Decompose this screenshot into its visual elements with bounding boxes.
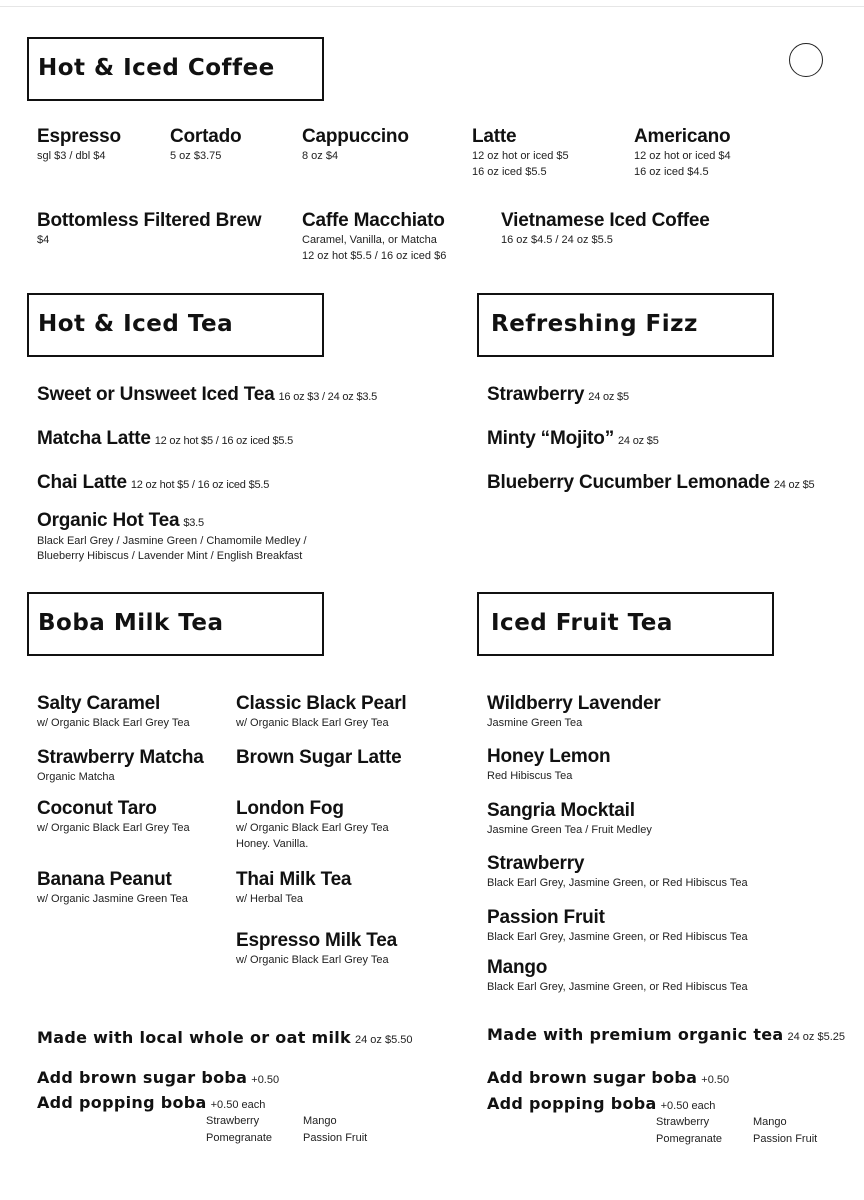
menu-item-wildberry-lavender: [487, 693, 661, 731]
menu-item-fizz-mojito: [487, 428, 659, 452]
item-name: Wildberry Lavender: [487, 693, 661, 714]
item-desc: Black Earl Grey, Jasmine Green, or Red Hibiscus Tea: [487, 877, 748, 889]
flavor-option: Passion Fruit: [753, 1133, 818, 1145]
item-desc: Jasmine Green Tea / Fruit Medley: [487, 824, 652, 836]
item-price: 12 oz hot $5.5 / 16 oz iced $6: [302, 250, 447, 262]
menu-item-fizz-strawberry: [487, 384, 629, 408]
base-price: 24 oz $5.25: [787, 1031, 846, 1043]
fruit-addon-brown-sugar: [487, 1068, 729, 1090]
addon-label: Add brown sugar boba: [37, 1068, 248, 1087]
menu-item-classic-black-pearl: [236, 693, 406, 731]
addon-label: Add brown sugar boba: [487, 1068, 698, 1087]
boba-base-note: [37, 1028, 413, 1050]
circle-icon: [789, 43, 823, 77]
addon-label: Add popping boba: [37, 1093, 207, 1112]
menu-item-cortado: [170, 126, 241, 164]
fizz-section-header: [477, 293, 774, 357]
item-desc: w/ Organic Black Earl Grey Tea: [37, 822, 190, 834]
addon-price: +0.50: [701, 1074, 730, 1086]
item-price: 24 oz $5: [588, 391, 629, 403]
tea-section-title: Hot & Iced Tea: [38, 311, 234, 337]
item-desc: Organic Matcha: [37, 771, 115, 783]
fruit-section-title: Iced Fruit Tea: [491, 610, 673, 636]
menu-item-thai-milk-tea: [236, 869, 351, 907]
menu-item-espresso-milk-tea: [236, 930, 397, 968]
item-desc: w/ Organic Black Earl Grey Tea: [236, 822, 389, 834]
item-name: London Fog: [236, 798, 344, 819]
item-name: Sweet or Unsweet Iced Tea: [37, 384, 275, 405]
item-name: Bottomless Filtered Brew: [37, 210, 262, 231]
menu-item-chai-latte: [37, 472, 269, 496]
menu-item-coconut-taro: [37, 798, 190, 836]
boba-addon-brown-sugar: [37, 1068, 279, 1090]
item-name: Salty Caramel: [37, 693, 161, 714]
base-label: Made with premium organic tea: [487, 1025, 784, 1044]
menu-item-strawberry-matcha: [37, 747, 204, 785]
addon-price: +0.50: [251, 1074, 280, 1086]
item-price: 8 oz $4: [302, 150, 339, 162]
item-price: 12 oz hot $5 / 16 oz iced $5.5: [154, 435, 294, 447]
item-name: Blueberry Cucumber Lemonade: [487, 472, 770, 493]
item-price: 16 oz $4.5 / 24 oz $5.5: [501, 234, 613, 246]
base-label: Made with local whole or oat milk: [37, 1028, 351, 1047]
menu-item-filtered-brew: [37, 210, 261, 248]
menu-item-matcha-latte: [37, 428, 293, 452]
menu-item-fruit-mango: [487, 957, 748, 995]
item-name: Organic Hot Tea: [37, 510, 180, 531]
item-name: Classic Black Pearl: [236, 693, 407, 714]
item-name: Americano: [634, 126, 731, 147]
addon-price: +0.50 each: [210, 1099, 266, 1111]
item-price: 16 oz iced $5.5: [472, 166, 547, 178]
boba-section-title: Boba Milk Tea: [38, 610, 224, 636]
menu-item-salty-caramel: [37, 693, 190, 731]
item-desc: Jasmine Green Tea: [487, 717, 583, 729]
item-price: 16 oz iced $4.5: [634, 166, 709, 178]
item-name: Espresso: [37, 126, 121, 147]
flavor-option: Pomegranate: [206, 1132, 273, 1144]
item-price: 24 oz $5: [618, 435, 659, 447]
menu-item-banana-peanut: [37, 869, 188, 907]
menu-item-caffe-macchiato: [302, 210, 446, 264]
item-name: Strawberry Matcha: [37, 747, 204, 768]
fruit-base-note: [487, 1025, 845, 1047]
item-name: Vietnamese Iced Coffee: [501, 210, 710, 231]
top-divider: [0, 6, 864, 7]
menu-item-espresso: [37, 126, 121, 164]
item-desc: Black Earl Grey, Jasmine Green, or Red Hibiscus Tea: [487, 931, 748, 943]
menu-item-passion-fruit: [487, 907, 748, 945]
item-price: 12 oz hot $5 / 16 oz iced $5.5: [130, 479, 270, 491]
item-name: Strawberry: [487, 384, 585, 405]
item-name: Strawberry: [487, 853, 585, 874]
item-name: Thai Milk Tea: [236, 869, 352, 890]
item-name: Passion Fruit: [487, 907, 605, 928]
item-price: 5 oz $3.75: [170, 150, 222, 162]
item-price: 24 oz $5: [773, 479, 815, 491]
menu-item-brown-sugar-latte: [236, 747, 402, 769]
item-name: Minty “Mojito”: [487, 428, 615, 449]
item-name: Brown Sugar Latte: [236, 747, 402, 768]
item-desc: Caramel, Vanilla, or Matcha: [302, 234, 437, 246]
item-name: Caffe Macchiato: [302, 210, 445, 231]
item-name: Coconut Taro: [37, 798, 157, 819]
menu-item-honey-lemon: [487, 746, 610, 784]
item-price: $4: [37, 234, 50, 246]
item-desc: w/ Organic Black Earl Grey Tea: [37, 717, 190, 729]
menu-item-sangria-mocktail: [487, 800, 652, 838]
item-name: Cappuccino: [302, 126, 409, 147]
coffee-section-header: [27, 37, 324, 101]
item-name: Latte: [472, 126, 517, 147]
base-price: 24 oz $5.50: [355, 1034, 413, 1046]
menu-item-vietnamese-iced-coffee: [501, 210, 710, 248]
item-price: 12 oz hot or iced $5: [472, 150, 569, 162]
item-desc: w/ Herbal Tea: [236, 893, 304, 905]
boba-section-header: [27, 592, 324, 656]
item-name: Espresso Milk Tea: [236, 930, 397, 951]
menu-item-sweet-iced-tea: [37, 384, 377, 408]
fizz-section-title: Refreshing Fizz: [491, 311, 698, 337]
menu-item-americano: [634, 126, 731, 180]
menu-item-latte: [472, 126, 569, 180]
flavor-option: Pomegranate: [656, 1133, 723, 1145]
item-desc: w/ Organic Black Earl Grey Tea: [236, 954, 389, 966]
item-desc: w/ Organic Jasmine Green Tea: [37, 893, 188, 905]
item-name: Sangria Mocktail: [487, 800, 635, 821]
item-desc: Black Earl Grey / Jasmine Green / Chamomile Medley /: [37, 535, 307, 547]
flavor-option: Passion Fruit: [303, 1132, 368, 1144]
item-desc: Honey. Vanilla.: [236, 838, 309, 850]
item-name: Honey Lemon: [487, 746, 611, 767]
item-desc: Red Hibiscus Tea: [487, 770, 573, 782]
item-price: 16 oz $3 / 24 oz $3.5: [278, 391, 378, 403]
tea-section-header: [27, 293, 324, 357]
menu-item-fizz-lemonade: [487, 472, 814, 496]
item-name: Mango: [487, 957, 548, 978]
flavor-option: Strawberry: [656, 1116, 710, 1128]
item-name: Banana Peanut: [37, 869, 172, 890]
item-desc: Black Earl Grey, Jasmine Green, or Red Hibiscus Tea: [487, 981, 748, 993]
item-desc: w/ Organic Black Earl Grey Tea: [236, 717, 389, 729]
menu-item-london-fog: [236, 798, 389, 852]
flavor-option: Mango: [753, 1116, 787, 1128]
fruit-section-header: [477, 592, 774, 656]
menu-item-organic-hot-tea: [37, 510, 307, 564]
menu-item-cappuccino: [302, 126, 409, 164]
item-desc: Blueberry Hibiscus / Lavender Mint / English Breakfast: [37, 550, 303, 562]
item-price: 12 oz hot or iced $4: [634, 150, 731, 162]
menu-item-fruit-strawberry: [487, 853, 748, 891]
boba-addon-popping: [37, 1093, 265, 1115]
addon-label: Add popping boba: [487, 1094, 657, 1113]
item-price: $3.5: [183, 517, 204, 529]
flavor-option: Mango: [303, 1115, 337, 1127]
item-name: Cortado: [170, 126, 242, 147]
item-price: sgl $3 / dbl $4: [37, 150, 106, 162]
item-name: Chai Latte: [37, 472, 127, 493]
item-name: Matcha Latte: [37, 428, 151, 449]
flavor-option: Strawberry: [206, 1115, 260, 1127]
coffee-section-title: Hot & Iced Coffee: [38, 55, 275, 81]
addon-price: +0.50 each: [660, 1100, 716, 1112]
fruit-addon-popping: [487, 1094, 715, 1116]
